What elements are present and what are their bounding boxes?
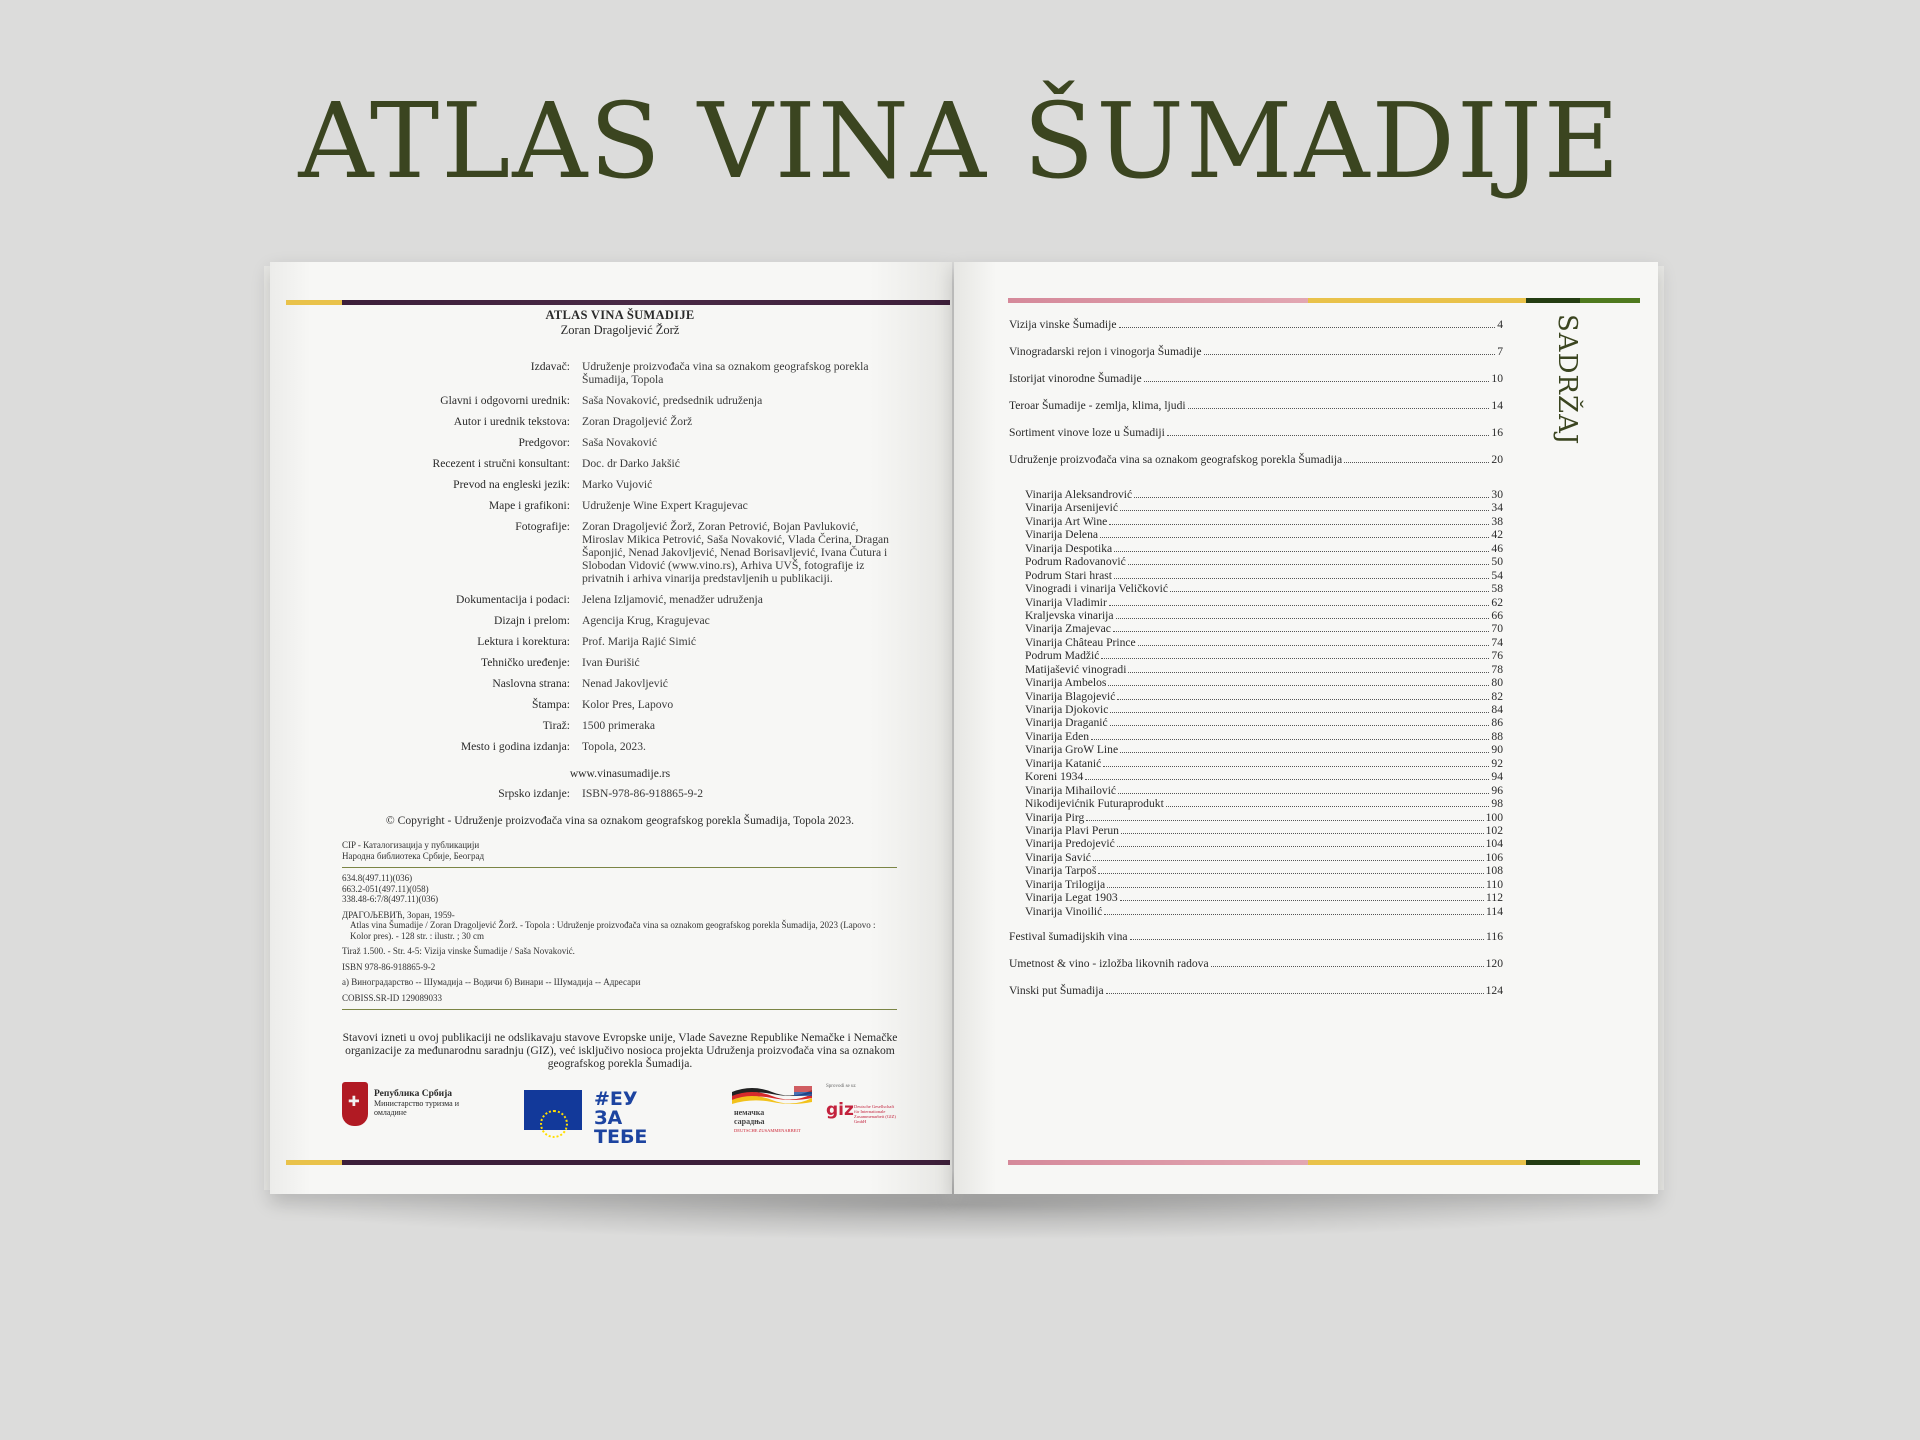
toc-entry-page: 94 <box>1491 770 1503 784</box>
imprint-title: ATLAS VINA ŠUMADIJE <box>545 308 695 322</box>
toc-winery-row <box>1009 622 1503 635</box>
toc-entry-title: Vinarija Arsenijević <box>1025 501 1118 515</box>
toc-leader-dots <box>1166 806 1490 807</box>
toc-entry-page: 66 <box>1491 608 1503 622</box>
toc-entry-title: Sortiment vinove loze u Šumadiji <box>1009 426 1165 439</box>
giz-subtext: Deutsche Gesellschaft für Internationale Zusammenarbeit (GIZ) GmbH <box>854 1104 896 1124</box>
disclaimer: Stavovi izneti u ovoj publikaciji ne odslikavaju stavove Evropske unije, Vlade Savezne Republike Nemačke i Nemačke organizacije za međunarodnu saradnju (GIZ), već isključivo nosioca projekta Udruženja proizvođača vina sa oznakom geografskog porekla Šumadija. <box>342 1031 898 1070</box>
toc-leader-dots <box>1119 327 1496 328</box>
toc-leader-dots <box>1098 873 1483 874</box>
table-of-contents <box>1009 318 1503 1011</box>
toc-chapter-row <box>1009 984 1503 1011</box>
toc-leader-dots <box>1170 591 1489 592</box>
credit-label: Tiraž: <box>542 719 570 732</box>
decorative-bar-left-bottom <box>286 1160 950 1165</box>
cip-cobiss: COBISS.SR-ID 129089033 <box>342 992 443 1003</box>
toc-entry-page: 7 <box>1497 345 1503 358</box>
toc-entry-title: Koreni 1934 <box>1025 770 1084 784</box>
serbian-edition-label: Srpsko izdanje: <box>498 787 570 800</box>
toc-entry-title: Vinarija Predojević <box>1025 837 1115 851</box>
german-logo-line2: сарадња <box>734 1117 765 1126</box>
toc-entry-title: Vinarija Savić <box>1025 850 1091 864</box>
toc-leader-dots <box>1091 739 1489 740</box>
toc-heading: SADRŽAJ <box>1552 314 1582 446</box>
decorative-bar-right-top <box>1008 298 1640 303</box>
toc-entry-page: 100 <box>1485 810 1503 824</box>
toc-leader-dots <box>1167 435 1490 436</box>
toc-entry-title: Vinarija Despotika <box>1025 541 1113 555</box>
toc-leader-dots <box>1144 381 1490 382</box>
toc-chapter-row <box>1009 453 1503 480</box>
credit-label: Izdavač: <box>530 360 570 373</box>
toc-entry-title: Podrum Stari hrast <box>1025 568 1112 582</box>
toc-entry-page: 54 <box>1491 568 1503 582</box>
toc-leader-dots <box>1120 752 1489 753</box>
credit-value: 1500 primeraka <box>582 719 656 732</box>
toc-winery-row <box>1009 891 1503 904</box>
eu-logo <box>524 1078 674 1148</box>
toc-entry-title: Istorijat vinorodne Šumadije <box>1009 372 1142 385</box>
serbia-logo <box>342 1078 470 1134</box>
toc-leader-dots <box>1104 914 1484 915</box>
toc-leader-dots <box>1100 537 1489 538</box>
toc-leader-dots <box>1211 966 1484 967</box>
toc-entry-page: 50 <box>1491 555 1503 569</box>
serbia-logo-subtitle: Министарство туризма и омладине <box>374 1099 459 1117</box>
toc-entry-title: Matijašević vinogradi <box>1025 662 1127 676</box>
cover-title: ATLAS VINA ŠUMADIJE <box>298 80 1622 202</box>
toc-entry-page: 98 <box>1491 797 1503 811</box>
serbian-edition <box>340 787 900 800</box>
credit-value: Zoran Dragoljević Žorž, Zoran Petrović, Bojan Pavluković, Miroslav Mikica Petrović, Saša Novaković, Vlada Čerina, Dragan Šaponjić, Nenad Jakovljević, Nenad Borisavljević, Ivana Čutura i Slobodan Vidović (www.vino.rs), Arhiva UVŠ, fotografije iz privatnih i arhiva vinarija predstavljenih u publikaciji. <box>582 520 889 585</box>
toc-winery-row <box>1009 743 1503 756</box>
giz-small-text: Sprovodi se uz <box>826 1084 856 1089</box>
toc-leader-dots <box>1116 618 1490 619</box>
toc-leader-dots <box>1107 887 1484 888</box>
toc-winery-row <box>1009 703 1503 716</box>
toc-leader-dots <box>1093 860 1484 861</box>
toc-chapter-row <box>1009 930 1503 957</box>
toc-entry-title: Nikodijevićnik Futuraprodukt <box>1025 797 1164 811</box>
toc-leader-dots <box>1120 900 1484 901</box>
credit-label: Autor i urednik tekstova: <box>453 415 570 428</box>
credit-label: Glavni i odgovorni urednik: <box>440 394 570 407</box>
toc-entry-title: Vinarija Zmajevac <box>1025 622 1111 636</box>
toc-leader-dots <box>1114 578 1489 579</box>
toc-winery-row <box>1009 501 1503 514</box>
imprint-credits <box>340 360 900 753</box>
toc-winery-row <box>1009 770 1503 783</box>
toc-leader-dots <box>1086 820 1483 821</box>
serbian-edition-value: ISBN-978-86-918865-9-2 <box>582 787 704 800</box>
toc-leader-dots <box>1120 510 1489 511</box>
toc-leader-dots <box>1128 564 1490 565</box>
credit-value: Marko Vujović <box>582 478 653 491</box>
toc-winery-row <box>1009 596 1503 609</box>
cip-record <box>342 840 897 1015</box>
toc-winery-row <box>1009 730 1503 743</box>
giz-wordmark: giz <box>826 1100 854 1120</box>
credit-label: Fotografije: <box>515 520 570 533</box>
toc-winery-row <box>1009 811 1503 824</box>
cip-record-line: Atlas vina Šumadije / Zoran Dragoljević Žorž. - Topola : Udruženje proizvođača vina sa oznakom geografskog porekla Šumadija, 2023 (Lapovo : Kolor pres). - 128 str. : ilustr. ; 30 cm <box>350 920 876 941</box>
credit-label: Dizajn i prelom: <box>494 614 570 627</box>
credit-value: Zoran Dragoljević Žorž <box>582 415 693 428</box>
toc-winery-row <box>1009 555 1503 568</box>
german-logo-line1: немачка <box>734 1108 765 1117</box>
toc-leader-dots <box>1134 497 1489 498</box>
toc-entry-page: 88 <box>1491 729 1503 743</box>
toc-entry-page: 42 <box>1491 528 1503 542</box>
toc-winery-row <box>1009 905 1503 918</box>
toc-entry-title: Podrum Radovanović <box>1025 555 1126 569</box>
toc-entry-page: 14 <box>1491 399 1503 412</box>
toc-entry-page: 62 <box>1491 595 1503 609</box>
toc-winery-row <box>1009 864 1503 877</box>
toc-entry-title: Vizija vinske Šumadije <box>1009 318 1117 331</box>
toc-entry-page: 86 <box>1491 716 1503 730</box>
toc-entry-title: Podrum Madžić <box>1025 649 1100 663</box>
toc-entry-page: 16 <box>1491 426 1503 439</box>
toc-entry-title: Kraljevska vinarija <box>1025 608 1114 622</box>
toc-leader-dots <box>1128 672 1489 673</box>
toc-leader-dots <box>1188 408 1490 409</box>
toc-winery-row <box>1009 528 1503 541</box>
toc-entry-title: Umetnost & vino - izložba likovnih radova <box>1009 957 1209 970</box>
credit-label: Naslovna strana: <box>492 677 570 690</box>
cip-author: ДРАГОЉЕВИЋ, Зоран, 1959- <box>342 909 455 920</box>
credit-label: Dokumentacija i podaci: <box>456 593 570 606</box>
toc-entry-title: Vinarija Tarpoš <box>1025 864 1097 878</box>
toc-leader-dots <box>1106 993 1484 994</box>
toc-entry-page: 78 <box>1491 662 1503 676</box>
toc-leader-dots <box>1344 462 1489 463</box>
toc-winery-row <box>1009 676 1503 689</box>
cip-rule <box>342 867 897 868</box>
toc-leader-dots <box>1114 551 1489 552</box>
toc-winery-row <box>1009 488 1503 501</box>
toc-chapter-row <box>1009 399 1503 426</box>
toc-leader-dots <box>1109 605 1490 606</box>
toc-winery-row <box>1009 757 1503 770</box>
toc-winery-row <box>1009 542 1503 555</box>
toc-entry-title: Vinarija Legat 1903 <box>1025 891 1118 905</box>
german-flag-swoosh-icon <box>732 1084 812 1106</box>
cip-tiraz: Tiraž 1.500. - Str. 4-5: Vizija vinske Šumadije / Saša Novaković. <box>342 946 575 956</box>
toc-leader-dots <box>1108 685 1489 686</box>
credit-value: Prof. Marija Rajić Simić <box>582 635 696 648</box>
eu-flag-icon <box>524 1090 582 1130</box>
german-logo-line3: DEUTSCHE ZUSAMMENARBEIT <box>734 1128 801 1133</box>
credit-label: Štampa: <box>532 698 570 711</box>
toc-winery-row <box>1009 609 1503 622</box>
toc-entry-title: Teroar Šumadije - zemlja, klima, ljudi <box>1009 399 1186 412</box>
toc-leader-dots <box>1103 766 1489 767</box>
toc-entry-title: Vinarija Trilogija <box>1025 877 1106 891</box>
toc-winery-row <box>1009 649 1503 662</box>
credit-label: Lektura i korektura: <box>477 635 570 648</box>
toc-chapter-row <box>1009 345 1503 372</box>
toc-entry-title: Vinarija Draganić <box>1025 716 1108 730</box>
toc-entry-title: Vinarija Pirg <box>1025 810 1085 824</box>
credit-value: Kolor Pres, Lapovo <box>582 698 674 711</box>
credit-label: Tehničko uređenje: <box>480 656 570 669</box>
credit-label: Predgovor: <box>518 436 570 449</box>
toc-leader-dots <box>1130 939 1485 940</box>
toc-entry-title: Vinarija Eden <box>1025 729 1090 743</box>
toc-entry-page: 102 <box>1485 823 1503 837</box>
toc-entry-page: 46 <box>1491 541 1503 555</box>
decorative-bar-left-top <box>286 300 950 305</box>
toc-entry-page: 108 <box>1485 864 1503 878</box>
toc-winery-row <box>1009 569 1503 582</box>
toc-leader-dots <box>1121 833 1484 834</box>
credit-value: Agencija Krug, Kragujevac <box>582 614 710 627</box>
toc-entry-page: 20 <box>1491 453 1503 466</box>
credit-value: Ivan Đurišić <box>582 656 640 669</box>
toc-entry-page: 114 <box>1486 904 1503 918</box>
toc-winery-row <box>1009 851 1503 864</box>
cip-subjects: а) Виноградарство -- Шумадија -- Водичи б) Винари -- Шумадија -- Адресари <box>342 977 641 987</box>
toc-entry-title: Vinarija Art Wine <box>1025 514 1108 528</box>
toc-entry-page: 104 <box>1485 837 1503 851</box>
credit-label: Mesto i godina izdanja: <box>460 740 570 753</box>
toc-chapter-row <box>1009 426 1503 453</box>
copyright-line: © Copyright - Udruženje proizvođača vina sa oznakom geografskog porekla Šumadija, Topola 2023. <box>385 814 855 827</box>
credit-value: Topola, 2023. <box>582 740 646 753</box>
toc-entry-page: 34 <box>1491 501 1503 515</box>
toc-leader-dots <box>1118 793 1489 794</box>
toc-entry-page: 124 <box>1485 984 1503 997</box>
toc-entry-title: Vinarija Mihailović <box>1025 783 1117 797</box>
toc-entry-page: 92 <box>1491 756 1503 770</box>
toc-chapter-row <box>1009 372 1503 399</box>
toc-entry-page: 106 <box>1485 850 1503 864</box>
toc-leader-dots <box>1109 524 1489 525</box>
eu-logo-line1: #ЕУ <box>594 1088 638 1110</box>
toc-entry-title: Vinarija Vladimir <box>1025 595 1107 609</box>
credit-value: Jelena Izljamović, menadžer udruženja <box>582 593 763 606</box>
toc-entry-title: Vinarija Vinoilić <box>1025 904 1103 918</box>
toc-winery-row <box>1009 878 1503 891</box>
toc-entry-title: Festival šumadijskih vina <box>1009 930 1128 943</box>
toc-entry-title: Vinarija Katanić <box>1025 756 1102 770</box>
credit-value: Saša Novaković <box>582 436 658 449</box>
imprint-header <box>380 308 860 338</box>
toc-winery-row <box>1009 824 1503 837</box>
toc-winery-row <box>1009 837 1503 850</box>
toc-winery-row <box>1009 690 1503 703</box>
toc-chapter-row <box>1009 957 1503 984</box>
cip-udc: 634.8(497.11)(036) <box>342 873 413 883</box>
toc-leader-dots <box>1110 712 1489 713</box>
toc-entry-page: 30 <box>1491 488 1503 501</box>
cip-line: CIP - Каталогизација у публикацији <box>342 840 480 850</box>
toc-entry-title: Vinarija Château Prince <box>1025 635 1136 649</box>
credit-label: Recezent i stručni konsultant: <box>432 457 570 470</box>
imprint-author: Zoran Dragoljević Žorž <box>560 323 680 337</box>
website: www.vinasumadije.rs <box>569 767 671 780</box>
toc-entry-page: 58 <box>1491 582 1503 596</box>
toc-leader-dots <box>1117 699 1489 700</box>
toc-entry-page: 82 <box>1491 689 1503 703</box>
sponsor-logos <box>340 1078 900 1148</box>
toc-entry-title: Vinogradi i vinarija Veličković <box>1025 582 1169 596</box>
cip-line: Народна библиотека Србије, Београд <box>342 850 485 861</box>
cip-rule <box>342 1009 897 1010</box>
credit-value: Saša Novaković, predsednik udruženja <box>582 394 763 407</box>
toc-entry-title: Vinarija Djokovic <box>1025 703 1109 716</box>
toc-entry-page: 84 <box>1491 703 1503 716</box>
toc-entry-page: 90 <box>1491 743 1503 757</box>
toc-entry-title: Vinarija Delena <box>1025 528 1099 542</box>
toc-leader-dots <box>1113 631 1490 632</box>
toc-winery-row <box>1009 663 1503 676</box>
toc-winery-row <box>1009 784 1503 797</box>
credit-value: Nenad Jakovljević <box>582 677 668 690</box>
toc-entry-page: 4 <box>1497 318 1503 331</box>
toc-entry-page: 38 <box>1491 514 1503 528</box>
toc-entry-page: 96 <box>1491 783 1503 797</box>
giz-logo <box>826 1078 900 1134</box>
toc-entry-page: 112 <box>1486 891 1503 905</box>
toc-entry-title: Udruženje proizvođača vina sa oznakom geografskog porekla Šumadija <box>1009 453 1343 466</box>
toc-leader-dots <box>1101 658 1489 659</box>
toc-entry-page: 74 <box>1491 635 1503 649</box>
toc-leader-dots <box>1117 846 1484 847</box>
toc-entry-title: Vinarija Plavi Perun <box>1025 823 1119 837</box>
cip-udc: 663.2-051(497.11)(058) <box>342 883 429 894</box>
decorative-bar-right-bottom <box>1008 1160 1640 1165</box>
toc-winery-row <box>1009 797 1503 810</box>
toc-entry-page: 116 <box>1486 930 1503 943</box>
toc-entry-page: 110 <box>1486 877 1503 891</box>
toc-chapter-row <box>1009 318 1503 345</box>
toc-entry-title: Vinarija Blagojević <box>1025 689 1116 703</box>
cip-udc: 338.48-6:7/8(497.11)(036) <box>342 894 439 904</box>
toc-entry-title: Vinski put Šumadija <box>1009 984 1104 997</box>
eu-logo-line2: ЗА ТЕБЕ <box>594 1107 648 1148</box>
toc-entry-page: 76 <box>1491 649 1503 663</box>
toc-entry-title: Vinarija Ambelos <box>1025 676 1107 690</box>
toc-leader-dots <box>1110 725 1490 726</box>
toc-entry-page: 70 <box>1491 622 1503 636</box>
cip-isbn: ISBN 978-86-918865-9-2 <box>342 961 436 972</box>
toc-winery-row <box>1009 515 1503 528</box>
toc-leader-dots <box>1085 779 1489 780</box>
serbia-crest-icon <box>342 1082 368 1126</box>
toc-leader-dots <box>1204 354 1496 355</box>
toc-entry-title: Vinarija GroW Line <box>1025 743 1119 757</box>
toc-leader-dots <box>1138 645 1490 646</box>
credit-label: Mape i grafikoni: <box>488 499 570 512</box>
credit-value: Doc. dr Darko Jakšić <box>582 457 680 470</box>
toc-winery-row <box>1009 636 1503 649</box>
credit-label: Prevod na engleski jezik: <box>453 478 570 491</box>
credit-value: Udruženje proizvođača vina sa oznakom geografskog porekla Šumadija, Topola <box>582 360 869 386</box>
toc-entry-page: 120 <box>1485 957 1503 970</box>
serbia-logo-title: Република Србија <box>374 1089 453 1099</box>
toc-entry-page: 10 <box>1491 372 1503 385</box>
german-cooperation-logo <box>732 1078 818 1138</box>
toc-winery-row <box>1009 582 1503 595</box>
credit-value: Udruženje Wine Expert Kragujevac <box>582 499 748 512</box>
toc-entry-title: Vinogradarski rejon i vinogorja Šumadije <box>1009 345 1202 358</box>
toc-winery-row <box>1009 716 1503 729</box>
toc-entry-page: 80 <box>1491 676 1503 690</box>
toc-entry-title: Vinarija Aleksandrović <box>1025 488 1133 501</box>
